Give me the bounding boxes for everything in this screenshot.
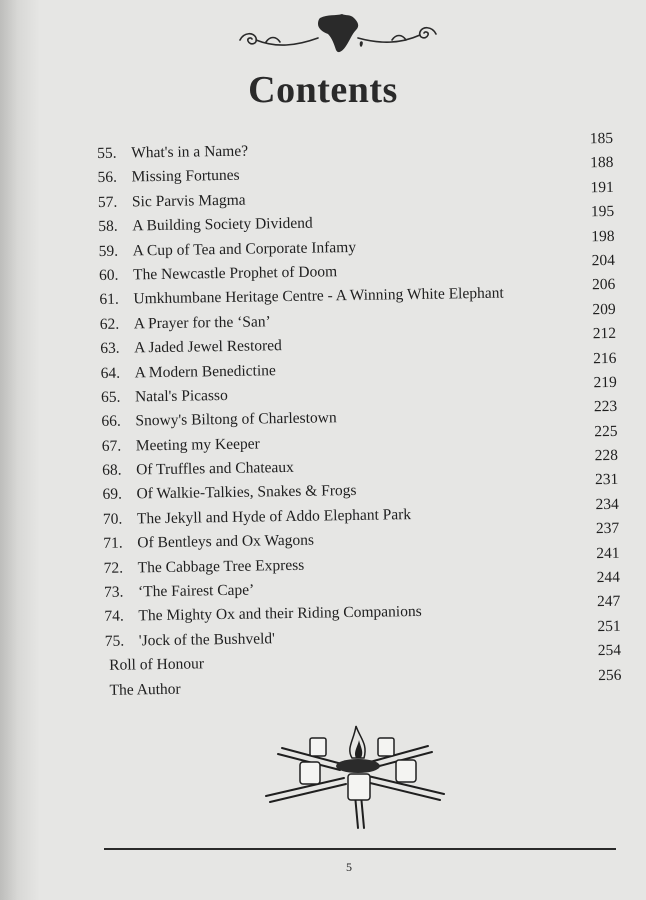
toc-entry-number: 67. [101,437,122,455]
toc-entry-page: 206 [591,276,616,294]
toc-entry-title: Meeting my Keeper [135,435,260,455]
toc-entry-page: 225 [594,422,618,440]
toc-entry-page: 209 [592,300,616,318]
toc-entry-number: 58. [98,217,118,236]
toc-entry-title: Missing Fortunes [131,167,240,186]
toc-entry-page: 204 [591,251,616,270]
africa-map-flourish-icon [236,8,440,58]
toc-entry-number: 74. [104,608,124,626]
toc-entry-page: 191 [590,178,614,197]
toc-entry-page: 237 [595,520,620,538]
toc-entry-page: 254 [597,642,622,660]
toc-entry-number: 62. [99,315,120,333]
toc-entry-title: Of Truffles and Chateaux [136,458,294,479]
toc-entry-number: 68. [102,461,122,480]
toc-entry-title: The Newcastle Prophet of Doom [132,263,338,284]
toc-entry-page: 241 [596,544,620,562]
toc-entry-page: 195 [590,203,615,221]
toc-entry-number: 64. [100,364,121,382]
toc-entry-title: 'Jock of the Bushveld' [138,630,275,650]
toc-entry-title: The Author [109,680,181,699]
toc-entry-number: 75. [104,632,125,650]
toc-entry-page: 223 [593,398,618,416]
toc-entry-title: Snowy's Biltong of Charlestown [135,409,337,430]
toc-entry-number: 59. [98,242,119,260]
toc-entry-title: A Jaded Jewel Restored [134,337,283,357]
toc-entry-number: 71. [103,534,123,553]
toc-entry-page: 247 [596,593,621,611]
toc-entry-number: 73. [103,583,124,601]
page-number: 5 [346,860,352,874]
toc-entry-number: 70. [102,510,123,528]
toc-entry-title: A Cup of Tea and Corporate Infamy [132,238,357,259]
toc-entry-page: 228 [594,446,619,465]
toc-entry-title: The Mighty Ox and their Riding Companions [138,603,422,625]
toc-entry-number: 65. [100,388,121,406]
toc-entry-number: 63. [100,339,120,358]
toc-entry-title: Umkhumbane Heritage Centre - A Winning White Elephant [133,284,504,308]
toc-entry-title: The Jekyll and Hyde of Addo Elephant Park [136,505,412,528]
toc-entry-title: A Building Society Dividend [132,214,313,235]
toc-entry-page: 188 [590,154,614,172]
toc-entry-number: 72. [103,559,124,577]
toc-entry-title: The Cabbage Tree Express [137,556,305,577]
toc-entry-page: 219 [593,373,617,392]
toc-entry-title: A Modern Benedictine [134,361,276,381]
page-title: Contents [248,69,398,111]
toc-entry-title: Of Bentleys and Ox Wagons [137,531,315,552]
toc-entry-page: 244 [596,568,621,587]
toc-entry-page: 212 [592,324,617,343]
toc-entry-title: Of Walkie-Talkies, Snakes & Frogs [136,482,357,503]
toc-entry-page: 251 [597,617,621,635]
table-of-contents [95,129,624,703]
toc-entry-page: 216 [593,349,617,367]
toc-entry-number: 66. [101,412,121,431]
toc-entry-title: ‘The Fairest Cape’ [137,581,255,601]
toc-entry-page: 231 [594,471,619,489]
toc-entry-number: 56. [97,169,118,187]
toc-entry-page: 234 [595,495,619,514]
campfire-logs-icon [260,718,450,830]
toc-entry-title: A Prayer for the ‘San’ [133,312,271,333]
toc-entry-title: Roll of Honour [109,655,205,675]
toc-entry-title: What's in a Name? [131,142,249,162]
toc-entry-number: 55. [97,144,117,162]
toc-entry-number: 60. [98,266,119,284]
toc-entry-number: 69. [102,486,123,504]
toc-entry-number: 57. [97,193,118,211]
page-gutter-shadow [0,0,40,900]
toc-entry-title: Sic Parvis Magma [131,191,246,211]
footer-rule [104,848,616,850]
toc-entry-number: 61. [99,290,119,309]
toc-entry-title: Natal's Picasso [134,386,228,406]
toc-entry-page: 185 [589,129,614,148]
toc-entry-page: 198 [591,227,615,245]
toc-entry-page: 256 [598,666,622,684]
